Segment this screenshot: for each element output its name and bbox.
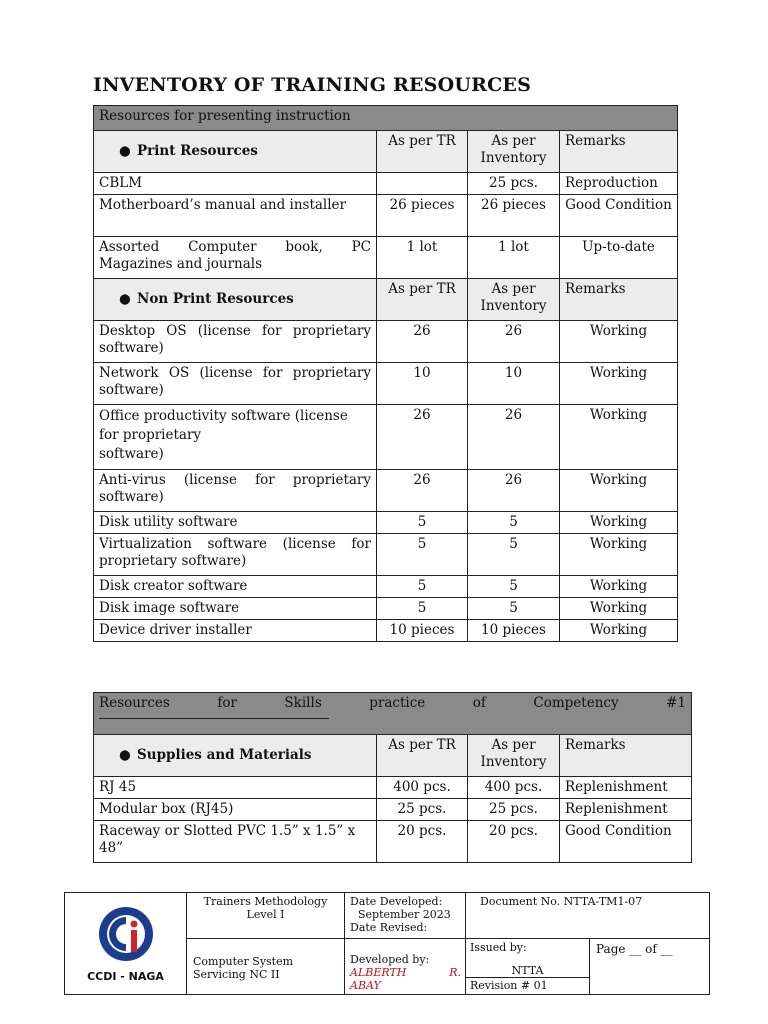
table-row [94, 470, 678, 512]
item-cell: Assorted Computer book, PC Magazines and journals [94, 237, 377, 279]
tr-cell: 5 [377, 512, 468, 534]
remarks-cell: Good Condition [560, 821, 692, 863]
item-cell: Disk utility software [94, 512, 377, 534]
table-header-row [94, 693, 692, 735]
item-cell: Modular box (RJ45) [94, 799, 377, 821]
ccdi-logo-icon [95, 903, 157, 965]
inventory-cell: 25 pcs. [468, 799, 560, 821]
developer-initial: R. [449, 966, 461, 979]
tr-cell: 26 [377, 405, 468, 470]
date-cell [345, 893, 466, 939]
inventory-cell: 10 [468, 363, 560, 405]
table-row [94, 237, 678, 279]
tr-cell [377, 173, 468, 195]
document-number: Document No. NTTA-TM1-07 [466, 893, 710, 939]
tr-cell: 5 [377, 598, 468, 620]
logo-cell [65, 893, 187, 995]
table-row [94, 620, 678, 642]
inventory-cell: 26 [468, 321, 560, 363]
remarks-cell: Working [560, 405, 678, 470]
table-row [94, 363, 678, 405]
item-cell: Desktop OS (license for proprietary software) [94, 321, 377, 363]
remarks-cell: Working [560, 363, 678, 405]
col-header-tr: As per TR [377, 279, 468, 321]
table-row [94, 512, 678, 534]
inventory-cell: 5 [468, 598, 560, 620]
inventory-cell: 400 pcs. [468, 777, 560, 799]
remarks-cell: Working [560, 620, 678, 642]
item-cell: CBLM [94, 173, 377, 195]
col-header-remarks: Remarks [560, 735, 692, 777]
table-row [94, 321, 678, 363]
item-cell: Motherboard’s manual and installer [94, 195, 377, 237]
tr-cell: 400 pcs. [377, 777, 468, 799]
issuer: NTTA [511, 964, 544, 977]
section-title: ● Non Print Resources [94, 279, 377, 321]
table-row [94, 777, 692, 799]
inventory-cell: 5 [468, 534, 560, 576]
col-header-tr: As per TR [377, 131, 468, 173]
col-header-remarks: Remarks [560, 279, 678, 321]
inventory-cell: 20 pcs. [468, 821, 560, 863]
table-row [94, 534, 678, 576]
inventory-cell: 26 [468, 405, 560, 470]
table-header: Resources for Skills practice of Competency #1 [94, 693, 692, 735]
item-cell: Device driver installer [94, 620, 377, 642]
tr-cell: 5 [377, 576, 468, 598]
table-row [94, 576, 678, 598]
tr-cell: 26 [377, 470, 468, 512]
inventory-cell: 26 [468, 470, 560, 512]
date-developed-label: Date Developed: [350, 895, 443, 908]
remarks-cell: Working [560, 576, 678, 598]
page-title: INVENTORY OF TRAINING RESOURCES [93, 74, 532, 96]
inventory-cell: 5 [468, 576, 560, 598]
section-title: ● Supplies and Materials [94, 735, 377, 777]
item-cell: Network OS (license for proprietary software) [94, 363, 377, 405]
col-header-inventory: As per Inventory [468, 131, 560, 173]
logo-label: CCDI - NAGA [87, 970, 164, 983]
item-cell: RJ 45 [94, 777, 377, 799]
issued-cell [466, 939, 590, 995]
remarks-cell: Good Condition [560, 195, 678, 237]
col-header-tr: As per TR [377, 735, 468, 777]
table-row [94, 405, 678, 470]
remarks-cell: Working [560, 512, 678, 534]
competency-blank-line [99, 712, 329, 719]
remarks-cell: Working [560, 470, 678, 512]
developer-first-name: ALBERTH [350, 966, 407, 979]
remarks-cell: Working [560, 598, 678, 620]
section-row-non-print [94, 279, 678, 321]
inventory-cell: 26 pieces [468, 195, 560, 237]
section-title: ● Print Resources [94, 131, 377, 173]
item-cell: Virtualization software (license for proprietary software) [94, 534, 377, 576]
skills-practice-table [93, 692, 692, 863]
tr-cell: 10 pieces [377, 620, 468, 642]
item-cell: Disk image software [94, 598, 377, 620]
item-cell: Anti-virus (license for proprietary software) [94, 470, 377, 512]
tr-cell: 25 pcs. [377, 799, 468, 821]
remarks-cell: Working [560, 534, 678, 576]
qualification-course: Computer System Servicing NC II [187, 939, 345, 995]
tr-cell: 5 [377, 534, 468, 576]
revision-number: Revision # 01 [466, 977, 589, 992]
section-row-supplies [94, 735, 692, 777]
document-footer [64, 892, 710, 995]
tr-cell: 20 pcs. [377, 821, 468, 863]
section-row-print [94, 131, 678, 173]
inventory-cell: 10 pieces [468, 620, 560, 642]
issued-by-label: Issued by: [470, 941, 527, 954]
inventory-cell: 5 [468, 512, 560, 534]
tr-cell: 10 [377, 363, 468, 405]
tr-cell: 1 lot [377, 237, 468, 279]
remarks-cell: Up-to-date [560, 237, 678, 279]
qualification-level: Trainers Methodology Level I [187, 893, 345, 939]
col-header-inventory: As per Inventory [468, 279, 560, 321]
tr-cell: 26 pieces [377, 195, 468, 237]
page-number: Page __ of __ [590, 939, 710, 995]
col-header-remarks: Remarks [560, 131, 678, 173]
table-row [94, 195, 678, 237]
item-cell: Raceway or Slotted PVC 1.5” x 1.5” x 48” [94, 821, 377, 863]
table-row [94, 173, 678, 195]
remarks-cell: Working [560, 321, 678, 363]
tr-cell: 26 [377, 321, 468, 363]
developer-name-line [350, 966, 461, 979]
remarks-cell: Replenishment [560, 799, 692, 821]
table-row [94, 799, 692, 821]
presenting-resources-table [93, 105, 678, 642]
inventory-cell: 1 lot [468, 237, 560, 279]
table-header: Resources for presenting instruction [94, 106, 678, 131]
table-row [94, 821, 692, 863]
item-cell: Office productivity software (license for proprietary software) [94, 405, 377, 470]
inventory-cell: 25 pcs. [468, 173, 560, 195]
item-cell: Disk creator software [94, 576, 377, 598]
table-header-row [94, 106, 678, 131]
date-developed: September 2023 [358, 908, 451, 921]
developer-last-name: ABAY [350, 979, 381, 992]
remarks-cell: Reproduction [560, 173, 678, 195]
remarks-cell: Replenishment [560, 777, 692, 799]
developer-cell [345, 939, 466, 995]
date-revised-label: Date Revised: [350, 921, 428, 934]
developed-by-label: Developed by: [350, 953, 430, 966]
col-header-inventory: As per Inventory [468, 735, 560, 777]
table-row [94, 598, 678, 620]
